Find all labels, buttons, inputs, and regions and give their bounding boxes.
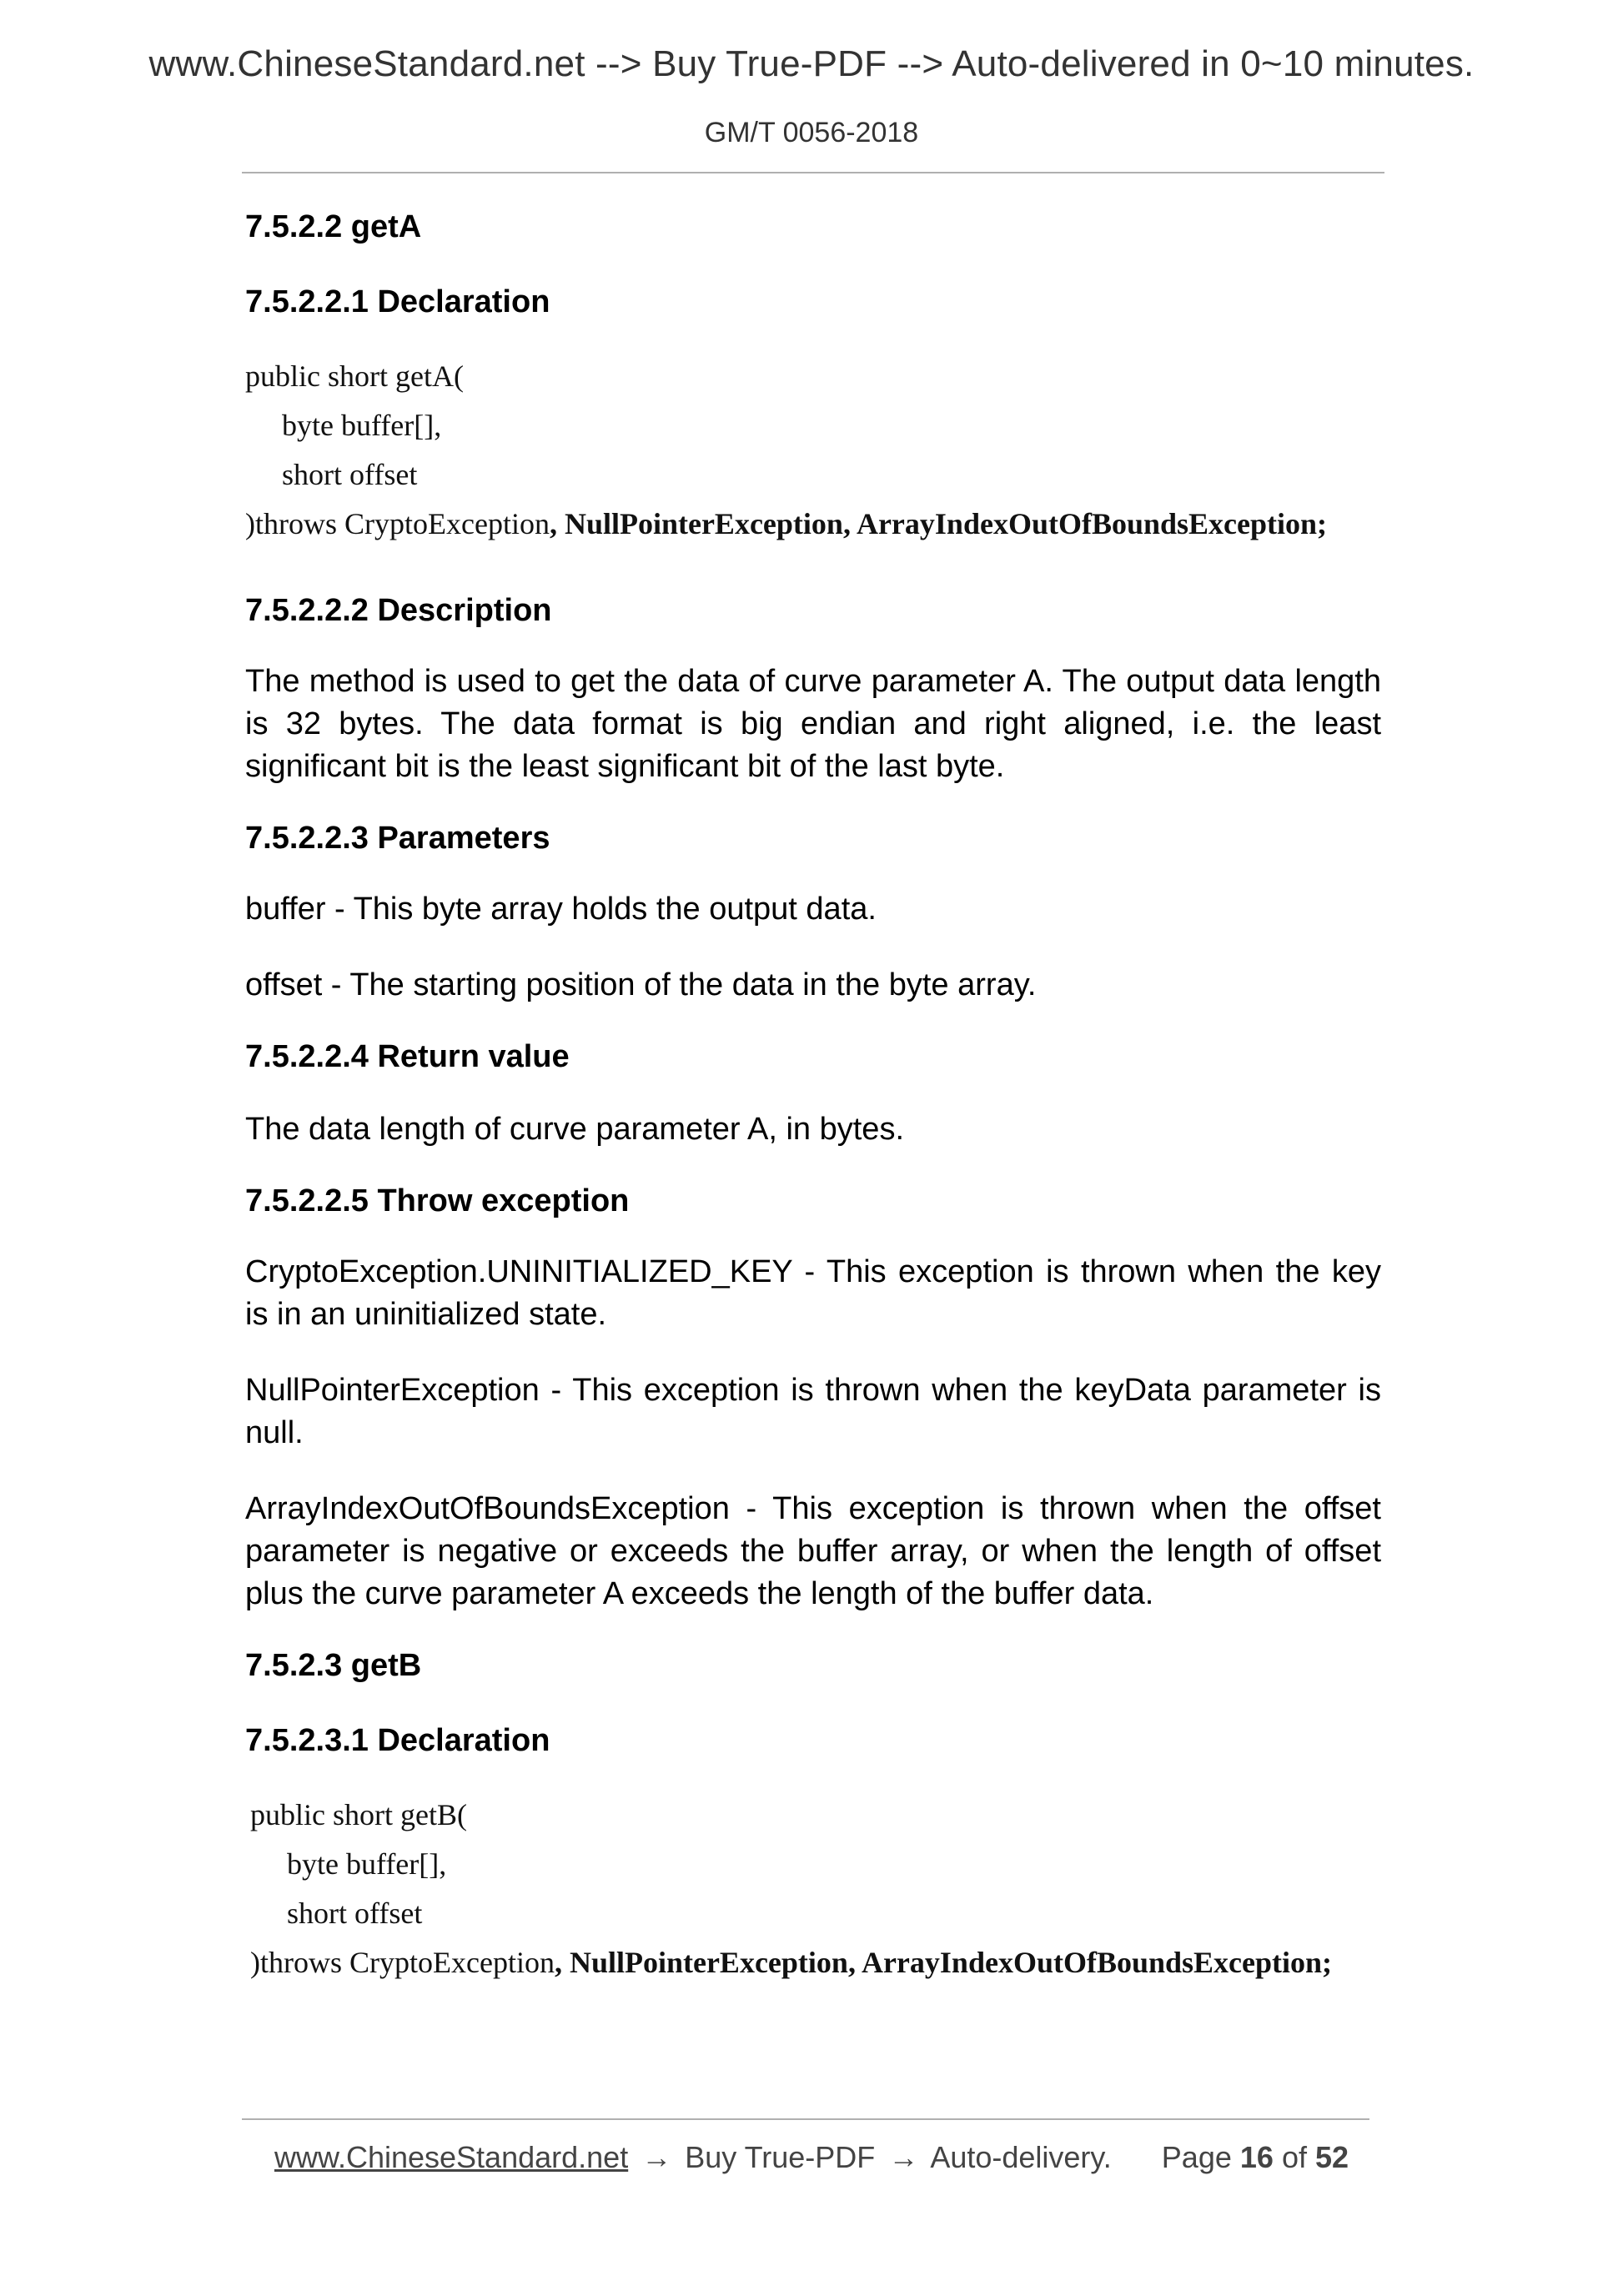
footer-site-link[interactable]: www.ChineseStandard.net [274, 2140, 629, 2174]
arrow-right-icon: → [641, 2140, 672, 2174]
param-buffer: buffer - This byte array holds the output data. [245, 892, 877, 927]
page-number: 16 [1239, 2140, 1274, 2174]
total-pages: 52 [1315, 2140, 1349, 2174]
code-exception: NullPointerException [564, 507, 843, 540]
page-content [245, 207, 1381, 1987]
code-terminator: ; [1317, 507, 1328, 540]
arrow-right-icon: → [888, 2140, 919, 2174]
code-line: short offset [287, 1897, 423, 1930]
footer-buy-text: Buy True-PDF [685, 2140, 876, 2174]
code-line: public short getA( [245, 359, 464, 393]
code-separator: , [549, 507, 565, 540]
code-throws: )throws [245, 507, 344, 540]
return-text: The data length of curve parameter A, in bytes. [245, 1112, 905, 1147]
throw-nullpointer: NullPointerException - This exception is thrown when the keyData parameter is null. [245, 1373, 1381, 1450]
of-label: of [1281, 2140, 1307, 2174]
code-exception: CryptoException [349, 1946, 555, 1979]
page-label: Page [1161, 2140, 1232, 2174]
throw-crypto: CryptoException.UNINITIALIZED_KEY - This exception is thrown when the key is in an uninitialized state. [245, 1254, 1381, 1332]
parameters-heading: 7.5.2.2.3 Parameters [245, 821, 550, 856]
code-block-getb [245, 1791, 1381, 1987]
code-block-geta [245, 352, 1381, 549]
description-text: The method is used to get the data of curve parameter A. The output data length is 32 bytes. The data format is big endian and right aligned, i.e. the least significant bit is the least significant bit of the last byte. [245, 664, 1381, 784]
throw-arrayindex: ArrayIndexOutOfBoundsException - This exception is thrown when the offset parameter is negative or exceeds the buffer array, or when the length of offset plus the curve parameter A exceeds the length of the buffer data. [245, 1491, 1381, 1611]
code-terminator: ; [1322, 1946, 1333, 1979]
code-line: public short getB( [250, 1798, 467, 1831]
code-exception: NullPointerException [569, 1946, 848, 1979]
code-separator: , [554, 1946, 570, 1979]
footer-divider [242, 2118, 1369, 2120]
site-banner: www.ChineseStandard.net --> Buy True-PDF --> Auto-delivered in 0~10 minutes. [148, 43, 1475, 84]
code-separator: , [842, 507, 857, 540]
param-offset: offset - The starting position of the data in the byte array. [245, 967, 1037, 1002]
document-id: GM/T 0056-2018 [704, 117, 919, 148]
description-heading: 7.5.2.2.2 Description [245, 593, 552, 628]
section-heading-getb: 7.5.2.3 getB [245, 1648, 422, 1683]
code-separator: , [847, 1946, 862, 1979]
code-line-throws [250, 1938, 1381, 1987]
code-line: byte buffer[], [287, 1847, 447, 1881]
declaration-heading-getb: 7.5.2.3.1 Declaration [245, 1723, 550, 1758]
footer-delivery-text: Auto-delivery. [930, 2140, 1112, 2174]
section-heading-geta: 7.5.2.2 getA [245, 209, 422, 244]
code-line: short offset [282, 458, 418, 491]
return-heading: 7.5.2.2.4 Return value [245, 1039, 570, 1074]
code-exception: ArrayIndexOutOfBoundsException [856, 507, 1318, 540]
code-line: byte buffer[], [282, 409, 442, 442]
code-exception: ArrayIndexOutOfBoundsException [861, 1946, 1323, 1979]
code-line-throws [245, 500, 1381, 549]
code-exception: CryptoException [344, 507, 550, 540]
code-throws: )throws [250, 1946, 349, 1979]
page-footer [0, 2140, 1623, 2175]
declaration-heading-geta: 7.5.2.2.1 Declaration [245, 284, 550, 319]
throw-heading: 7.5.2.2.5 Throw exception [245, 1183, 630, 1218]
header-divider [242, 172, 1384, 173]
